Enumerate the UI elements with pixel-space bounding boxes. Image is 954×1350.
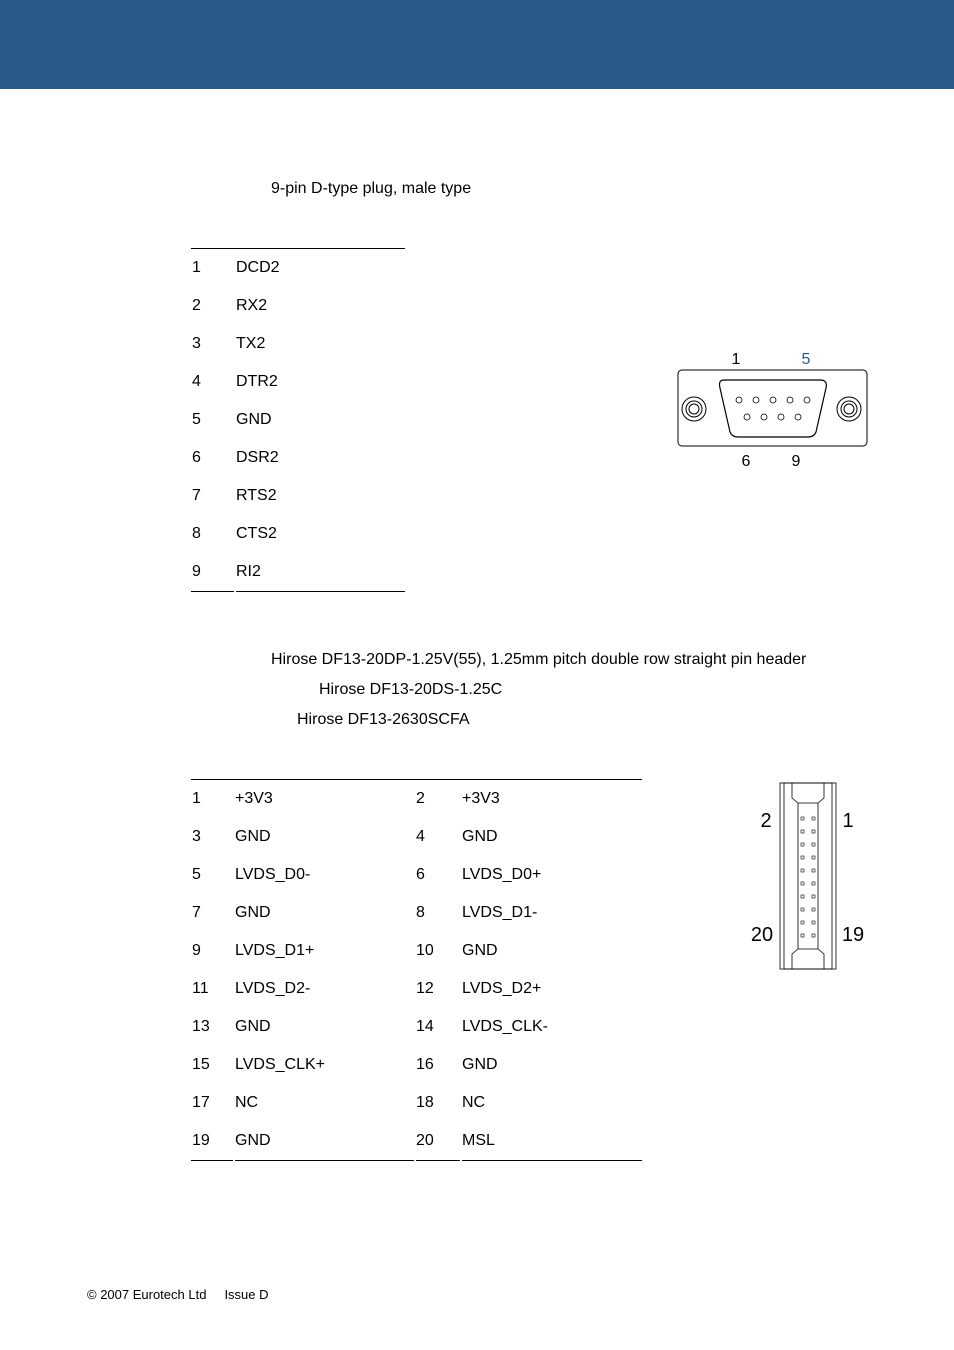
lvds-crimp-text: Hirose DF13-2630SCFA [297, 711, 470, 728]
diagram-label-pin19: 19 [841, 924, 865, 946]
table-bottom-rule [235, 1160, 414, 1161]
screw-left-icon [682, 397, 706, 421]
pin-number: 3 [192, 828, 201, 845]
table-top-rule [191, 779, 642, 780]
pin-number: 16 [416, 1056, 434, 1073]
pin-signal: LVDS_D2- [235, 980, 311, 997]
pin-signal: MSL [462, 1132, 495, 1149]
com2-connector-text: 9-pin D-type plug, male type [271, 180, 472, 197]
pin-number: 9 [192, 563, 201, 580]
db9-connector-diagram [670, 342, 880, 477]
pin-signal: LVDS_D1+ [235, 942, 315, 959]
pin-number: 2 [416, 790, 425, 807]
pin-signal: GND [235, 828, 271, 845]
pin-signal: GND [235, 1018, 271, 1035]
pin-signal: DCD2 [236, 259, 280, 276]
pin-signal: +3V3 [462, 790, 500, 807]
pin-number: 2 [192, 297, 201, 314]
pin-signal: TX2 [236, 335, 266, 352]
pin-signal: GND [462, 942, 498, 959]
pin-number: 7 [192, 904, 201, 921]
pin-number: 6 [192, 449, 201, 466]
header-body [780, 783, 836, 969]
db9-d-shell [720, 380, 827, 437]
pin-signal: CTS2 [236, 525, 277, 542]
table-top-rule [191, 248, 405, 249]
pin-number: 14 [416, 1018, 434, 1035]
header-band [0, 0, 954, 89]
pin-number: 20 [416, 1132, 434, 1149]
pin-signal: LVDS_D0- [235, 866, 311, 883]
pin-number: 4 [192, 373, 201, 390]
pin-signal: NC [235, 1094, 259, 1111]
pin-signal: GND [236, 411, 272, 428]
pin-number: 5 [192, 411, 201, 428]
pin-number: 8 [192, 525, 201, 542]
diagram-label-pin1: 1 [842, 810, 854, 832]
pin-signal: RI2 [236, 563, 261, 580]
footer-copyright: © 2007 Eurotech Ltd [87, 1287, 207, 1302]
df13-header-diagram [740, 778, 880, 978]
pin-number: 3 [192, 335, 201, 352]
pin-number: 15 [192, 1056, 210, 1073]
pin-signal: GND [462, 828, 498, 845]
diagram-label-pin1: 1 [731, 351, 741, 368]
pin-signal: NC [462, 1094, 486, 1111]
pin-signal: DSR2 [236, 449, 279, 466]
pin-number: 4 [416, 828, 425, 845]
pin-signal: LVDS_D1- [462, 904, 538, 921]
table-bottom-rule [191, 1160, 233, 1161]
table-bottom-rule [416, 1160, 460, 1161]
lvds-housing-text: Hirose DF13-20DS-1.25C [319, 681, 503, 698]
pin-number: 11 [192, 980, 209, 997]
pin-number: 8 [416, 904, 425, 921]
pin-signal: LVDS_D0+ [462, 866, 542, 883]
diagram-label-pin5: 5 [801, 351, 811, 368]
header-pins [801, 817, 815, 937]
table-bottom-rule [191, 591, 234, 592]
pin-signal: RTS2 [236, 487, 277, 504]
pin-signal: LVDS_CLK- [462, 1018, 548, 1035]
table-bottom-rule [462, 1160, 642, 1161]
pin-number: 9 [192, 942, 201, 959]
pin-number: 19 [192, 1132, 210, 1149]
pin-number: 18 [416, 1094, 434, 1111]
pin-signal: DTR2 [236, 373, 278, 390]
pin-number: 1 [192, 790, 201, 807]
pin-signal: +3V3 [235, 790, 273, 807]
footer-issue: Issue D [224, 1287, 269, 1302]
pin-signal: RX2 [236, 297, 268, 314]
page-footer [87, 1286, 287, 1304]
pin-signal: LVDS_CLK+ [235, 1056, 325, 1073]
pin-number: 6 [416, 866, 425, 883]
screw-right-icon [837, 397, 861, 421]
pin-number: 17 [192, 1094, 210, 1111]
diagram-label-pin9: 9 [791, 453, 801, 470]
pin-number: 1 [192, 259, 201, 276]
pin-signal: LVDS_D2+ [462, 980, 542, 997]
diagram-label-pin2: 2 [760, 810, 772, 832]
lvds-connector-text: Hirose DF13-20DP-1.25V(55), 1.25mm pitch double row straight pin header [271, 651, 807, 668]
pin-number: 12 [416, 980, 434, 997]
diagram-label-pin6: 6 [741, 453, 751, 470]
pin-signal: GND [235, 904, 271, 921]
pin-number: 13 [192, 1018, 210, 1035]
diagram-label-pin20: 20 [750, 924, 774, 946]
table-bottom-rule [236, 591, 405, 592]
pin-number: 7 [192, 487, 201, 504]
pin-number: 5 [192, 866, 201, 883]
pin-number: 10 [416, 942, 434, 959]
pin-signal: GND [235, 1132, 271, 1149]
pin-signal: GND [462, 1056, 498, 1073]
